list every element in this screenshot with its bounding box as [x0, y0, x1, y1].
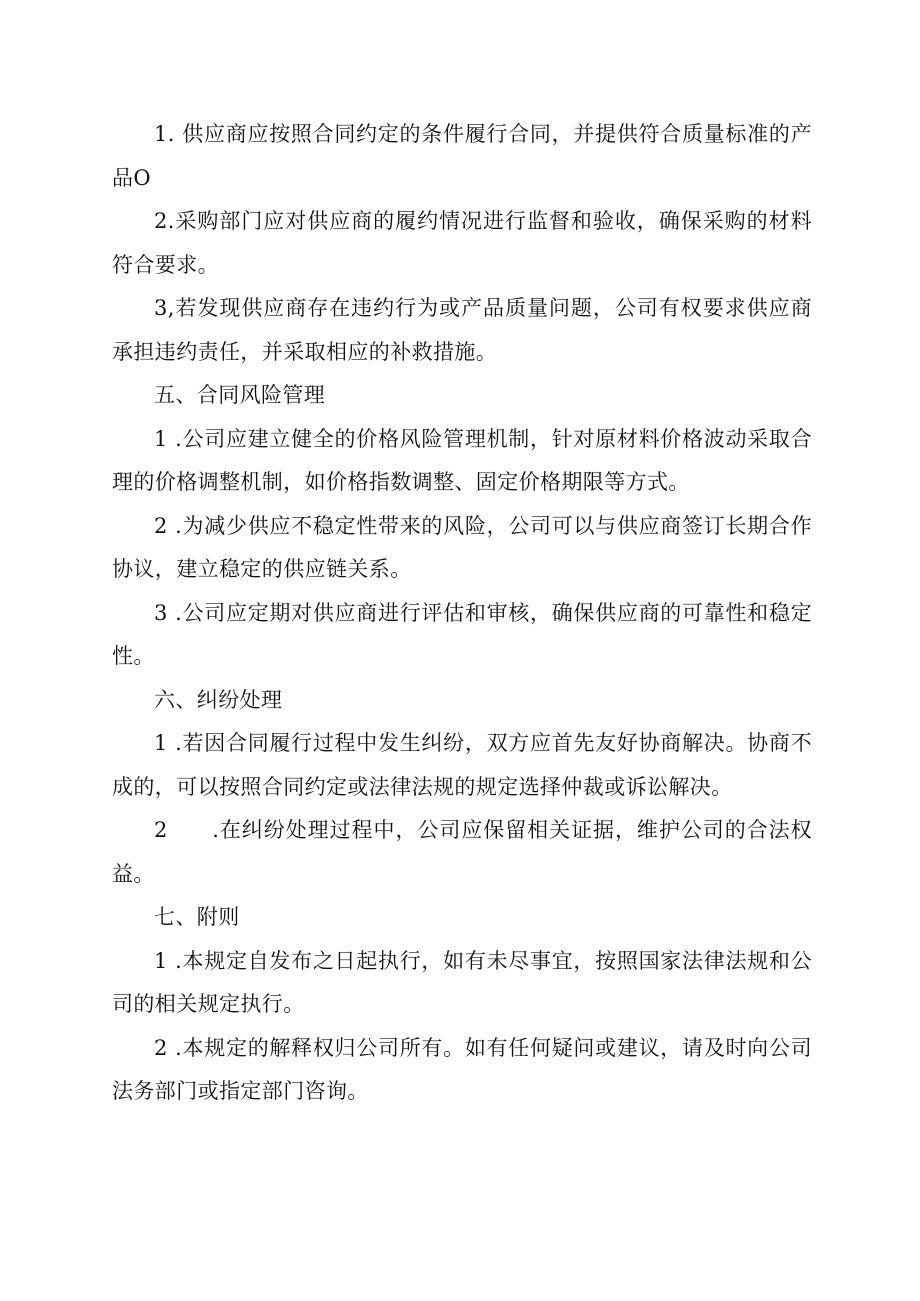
section-heading-disputes: 六、纠纷处理 — [154, 687, 283, 712]
paragraph-interpretation: 2 .本规定的解释权归公司所有。如有任何疑问或建议，请及时向公司法务部门或指定部门咨询。 — [112, 1035, 812, 1103]
paragraph-effective-date: 1 .本规定自发布之日起执行，如有未尽事宜，按照国家法律法规和公司的相关规定执行。 — [112, 948, 812, 1016]
document-body — [112, 113, 812, 1114]
paragraph-evidence-retention: 2 .在纠纷处理过程中，公司应保留相关证据，维护公司的合法权益。 — [112, 818, 812, 886]
section-heading-supplementary: 七、附则 — [154, 905, 240, 929]
paragraph-price-risk: 1 .公司应建立健全的价格风险管理机制，针对原材料价格波动采取合理的价格调整机制，如价格指数调整、固定价格期限等方式。 — [112, 426, 812, 494]
paragraph-supplier-performance: 1. 供应商应按照合同约定的条件履行合同，并提供符合质量标准的产品O — [112, 122, 812, 190]
paragraph-supplier-evaluation: 3 .公司应定期对供应商进行评估和审核，确保供应商的可靠性和稳定性。 — [112, 600, 812, 668]
section-heading-contract-risk: 五、合同风险管理 — [154, 383, 326, 407]
paragraph-dispute-negotiation: 1 .若因合同履行过程中发生纠纷，双方应首先友好协商解决。协商不成的，可以按照合同约定或法律法规的规定选择仲裁或诉讼解决。 — [112, 731, 812, 799]
paragraph-breach-liability: 3,若发现供应商存在违约行为或产品质量问题，公司有权要求供应商承担违约责任，并采取相应的补救措施。 — [112, 296, 812, 364]
paragraph-supply-stability: 2 .为减少供应不稳定性带来的风险，公司可以与供应商签订长期合作协议，建立稳定的供应链关系。 — [112, 513, 812, 581]
paragraph-purchase-supervision: 2.采购部门应对供应商的履约情况进行监督和验收，确保采购的材料符合要求。 — [112, 209, 812, 277]
